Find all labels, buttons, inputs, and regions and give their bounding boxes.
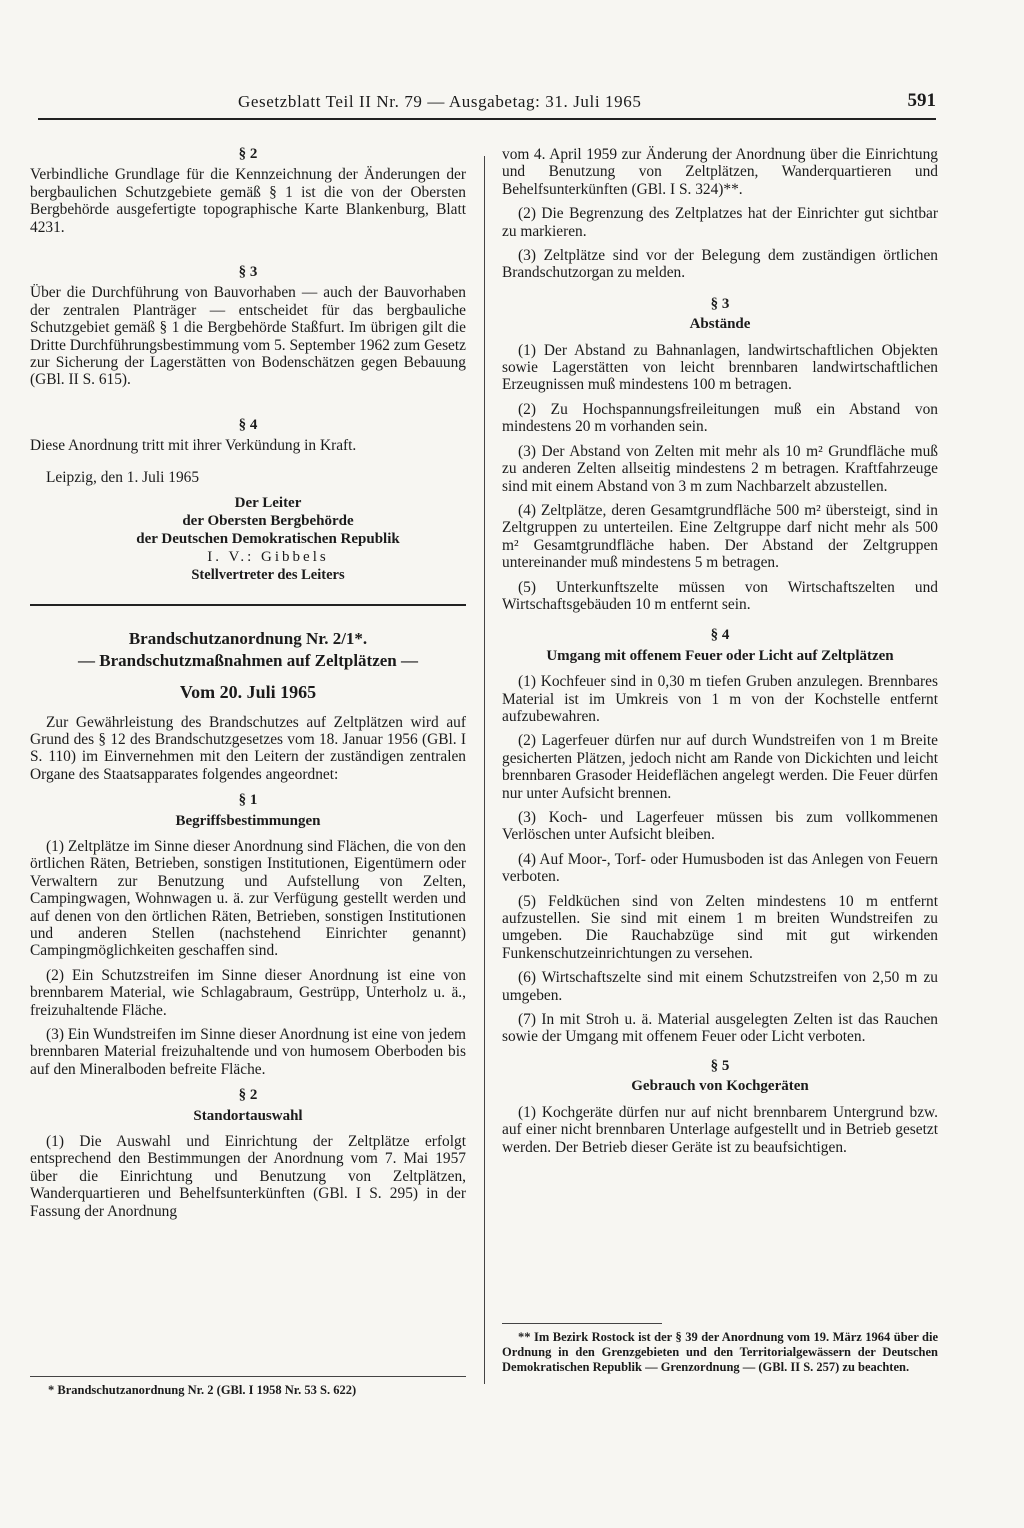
place-date: Leipzig, den 1. Juli 1965 <box>46 468 200 486</box>
left-column <box>30 146 466 1227</box>
signature-line: der Obersten Bergbehörde <box>182 513 354 530</box>
section-4-heading: § 4 <box>238 416 258 433</box>
page-header <box>38 88 936 120</box>
brand-section-2-heading: § 2 <box>238 1087 258 1104</box>
paragraph: (1) Der Abstand zu Bahnanlagen, landwirtschaftlichen Objekten sowie Lagerstätten von leicht brennbaren landwirtschaftlichen Erzeugnissen muß mindestens 100 m betragen. <box>502 341 938 394</box>
paragraph: (3) Ein Wundstreifen im Sinne dieser Anordnung ist eine von jedem brennbaren Material freizuhaltende und von humosem Oberboden bis auf den Mineralboden befreite Fläche. <box>30 1026 466 1078</box>
spacer <box>30 243 466 255</box>
paragraph: (4) Zeltplätze, deren Gesamtgrundfläche 500 m² übersteigt, sind in Zeltgruppen zu unterteilen. Eine Zeltgruppe darf nicht mehr als 500 m² Gesamtgrundfläche haben. Der Abstand der Zeltgruppen untereinander muß mindestens 5 m betragen. <box>502 501 938 572</box>
paragraph: (4) Auf Moor-, Torf- oder Humusboden ist das Anlegen von Feuern verboten. <box>502 850 938 886</box>
footnote-right-text: ** Im Bezirk Rostock ist der § 39 der Anordnung vom 19. März 1964 über die Ordnung in den Grenzgebieten und den Territorialgewässern der Deutschen Demokratischen Republik — Grenzordnung — (GBl. II S. 257) zu beachten. <box>502 1330 938 1374</box>
section-rule <box>30 604 466 606</box>
footnote-rule <box>502 1323 662 1324</box>
brand-section-1-heading: § 1 <box>238 792 258 809</box>
signature-block <box>70 494 466 584</box>
page-number: 591 <box>907 90 936 111</box>
document-date: Vom 20. Juli 1965 <box>179 682 317 703</box>
brand-section-2-title: Standortauswahl <box>193 1107 303 1124</box>
paragraph: (2) Zu Hochspannungsfreileitungen muß ein Abstand von mindestens 20 m vorhanden sein. <box>502 400 938 436</box>
gazette-header-title: Gesetzblatt Teil II Nr. 79 — Ausgabetag: 31. Juli 1965 <box>238 92 642 111</box>
section-3-heading: § 3 <box>238 264 258 281</box>
signature-line: Der Leiter <box>234 495 302 512</box>
paragraph: (3) Koch- und Lagerfeuer müssen bis zum vollkommenen Verlöschen unter Aufsicht bleiben. <box>502 809 938 844</box>
preamble: Zur Gewährleistung des Brandschutzes auf Zeltplätzen wird auf Grund des § 12 des Brandschutzgesetzes vom 18. Januar 1956 (GBl. I S. 110) im Einvernehmen mit den Leitern der zuständigen zentralen Organe des Staatsapparates folgendes angeordnet: <box>30 713 466 783</box>
paragraph: (2) Die Begrenzung des Zeltplatzes hat der Einrichter gut sichtbar zu markieren. <box>502 205 938 240</box>
footnote-left: * Brandschutzanordnung Nr. 2 (GBl. I 1958 Nr. 53 S. 622) <box>48 1383 357 1397</box>
paragraph: (1) Kochfeuer sind in 0,30 m tiefen Gruben anzulegen. Brennbares Material ist im Umkreis von 1 m von der Kochstelle entfernt aufzubewahren. <box>502 673 938 725</box>
section-4-text: Diese Anordnung tritt mit ihrer Verkündung in Kraft. <box>30 437 357 455</box>
paragraph: (2) Lagerfeuer dürfen nur auf durch Wundstreifen von 1 m Breite gesicherten Plätzen, jedoch nicht am Rande von Dickichten und leicht brennbaren Grasoder Heideflächen angelegt werden. Die Feuer dürfen nur unter Aufsicht brennen. <box>502 732 938 802</box>
section-3-text: Über die Durchführung von Bauvorhaben — auch der Bauvorhaben der zentralen Planträger — entscheidet für das bergbauliche Schutzgebiet gemäß § 1 die Bergbehörde Staßfurt. Im übrigen gilt die Dritte Durchführungsbestimmung vom 5. September 1962 zum Gesetz zur Sicherung der Lagerstätten von Bodenschätzen gegen Bebauung (GBl. II S. 615). <box>30 284 466 389</box>
footnote-right <box>502 1330 938 1375</box>
signature-line: der Deutschen Demokratischen Republik <box>136 531 400 548</box>
paragraph: (1) Zeltplätze im Sinne dieser Anordnung sind Flächen, die von den örtlichen Räten, Betrieben, sonstigen Institutionen, Eigentümern oder Verwaltern zur Benutzung und Aufstellung von Zelten, Campingwagen, Wohnwagen u. ä. zur Verfügung gestellt werden und auf denen von den örtlichen Räten, Betrieben, sonstigen Institutionen und anderen Stellen (nachstehend Einrichter genannt) Campingmöglichkeiten geschaffen sind. <box>30 837 466 960</box>
section-2-heading: § 2 <box>238 146 258 162</box>
brand-section-4-title: Umgang mit offenem Feuer oder Licht auf Zeltplätzen <box>546 647 894 664</box>
section-2-text: Verbindliche Grundlage für die Kennzeichnung der Änderungen der bergbaulichen Schutzgebiete gemäß § 1 ist die von der Obersten Bergbehörde ausgefertigte topographische Karte Blankenburg, Blatt 4231. <box>30 166 466 236</box>
paragraph: (1) Die Auswahl und Einrichtung der Zeltplätze erfolgt entsprechend den Bestimmungen der Anordnung vom 7. Mai 1957 über die Einrichtung und Benutzung von Zeltplätzen, Wanderquartieren und Behelfsunterkünften (GBl. I S. 295) in der Fassung der Anordnung <box>30 1133 466 1220</box>
paragraph: (5) Feldküchen sind von Zelten mindestens 10 m entfernt aufzustellen. Sie sind mit einem 1 m breiten Wundstreifen zu umgeben. Die Rauchabzüge sind mit gut wirkenden Funkenschutzeinrichtungen zu versehen. <box>502 892 938 962</box>
column-divider <box>484 156 485 1384</box>
paragraph: (6) Wirtschaftszelte sind mit einem Schutzstreifen von 2,50 m zu umgeben. <box>502 969 938 1004</box>
paragraph: (7) In mit Stroh u. ä. Material ausgelegten Zelten ist das Rauchen sowie der Umgang mit offenem Feuer oder Licht verboten. <box>502 1011 938 1046</box>
brand-section-5-title: Gebrauch von Kochgeräten <box>631 1078 809 1095</box>
document-title: Brandschutzanordnung Nr. 2/1*. <box>128 629 368 649</box>
signatory-role: Stellvertreter des Leiters <box>191 567 345 584</box>
paragraph: (2) Ein Schutzstreifen im Sinne dieser Anordnung ist eine von brennbarem Material, wie Schlagabraum, Gestrüpp, Unterholz u. ä., freizuhaltende Fläche. <box>30 966 466 1019</box>
paragraph: (1) Kochgeräte dürfen nur auf nicht brennbarem Untergrund bzw. auf einer nicht brennbaren Unterlage aufgestellt und in Betrieb gesetzt werden. Der Betrieb dieser Geräte ist zu beaufsichtigen. <box>502 1103 938 1156</box>
brand-section-3-title: Abstände <box>689 316 751 333</box>
paragraph: (5) Unterkunftszelte müssen von Wirtschaftszelten und Wirtschaftsgebäuden 10 m entfernt sein. <box>502 578 938 613</box>
brand-section-4-heading: § 4 <box>710 627 730 644</box>
document-subtitle: — Brandschutzmaßnahmen auf Zeltplätzen — <box>77 651 419 671</box>
brand-section-3-heading: § 3 <box>710 295 730 312</box>
paragraph: (3) Zeltplätze sind vor der Belegung dem zuständigen örtlichen Brandschutzorgan zu melden. <box>502 247 938 282</box>
signatory-name: I. V.: Gibbels <box>207 549 329 566</box>
continuation-text: vom 4. April 1959 zur Änderung der Anordnung über die Einrichtung und Benutzung von Zeltplätzen, Wanderquartieren und Behelfsunterkünften (GBl. I S. 324)**. <box>502 146 938 198</box>
paragraph: (3) Der Abstand von Zelten mit mehr als 10 m² Grundfläche muß zu anderen Zelten allseitig mindestens 2 m betragen. Kraftfahrzeuge sind mit einem Abstand von 3 m zum Nachbarzelt abzustellen. <box>502 442 938 495</box>
brand-section-5-heading: § 5 <box>710 1057 730 1074</box>
brand-section-1-title: Begriffsbestimmungen <box>175 812 321 829</box>
right-column <box>502 146 938 1163</box>
spacer <box>30 396 466 408</box>
footnote-rule <box>30 1376 466 1377</box>
